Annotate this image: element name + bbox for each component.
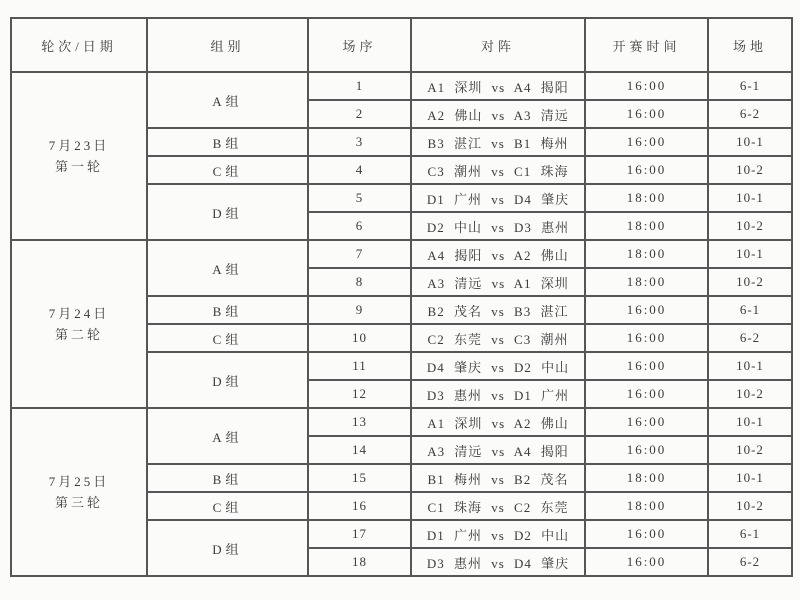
round-date: 7月23日: [48, 137, 110, 153]
match-no-cell: 12: [308, 380, 411, 408]
matchup-cell: C2 东莞 vs C3 潮州: [411, 324, 585, 352]
round-name: 第一轮: [54, 159, 103, 174]
round-name: 第二轮: [54, 327, 103, 342]
matchup-cell: A1 深圳 vs A2 佛山: [411, 408, 585, 436]
matchup-cell: B2 茂名 vs B3 湛江: [411, 296, 585, 324]
time-cell: 18:00: [585, 212, 708, 240]
match-no-cell: 16: [308, 492, 411, 520]
matchup-cell: D3 惠州 vs D1 广州: [411, 380, 585, 408]
group-cell: B组: [147, 464, 308, 492]
time-cell: 16:00: [585, 156, 708, 184]
venue-cell: 6-1: [708, 296, 792, 324]
group-cell: A组: [147, 240, 308, 296]
time-cell: 18:00: [585, 240, 708, 268]
group-cell: B组: [147, 128, 308, 156]
round-date: 7月25日: [48, 473, 110, 489]
venue-cell: 10-2: [708, 212, 792, 240]
time-cell: 16:00: [585, 324, 708, 352]
matchup-cell: B1 梅州 vs B2 茂名: [411, 464, 585, 492]
time-cell: 16:00: [585, 100, 708, 128]
venue-cell: 10-2: [708, 380, 792, 408]
venue-cell: 6-1: [708, 72, 792, 100]
venue-cell: 10-2: [708, 436, 792, 464]
venue-cell: 10-2: [708, 492, 792, 520]
match-no-cell: 13: [308, 408, 411, 436]
matchup-cell: D2 中山 vs D3 惠州: [411, 212, 585, 240]
group-cell: C组: [147, 492, 308, 520]
match-no-cell: 3: [308, 128, 411, 156]
table-row: [11, 408, 792, 436]
header-round-date: 轮次/日期: [11, 18, 147, 72]
header-group: 组别: [147, 18, 308, 72]
match-no-cell: 11: [308, 352, 411, 380]
match-no-cell: 1: [308, 72, 411, 100]
header-start-time: 开赛时间: [585, 18, 708, 72]
matchup-cell: A4 揭阳 vs A2 佛山: [411, 240, 585, 268]
round-date-cell: [11, 408, 147, 576]
round-date-cell: [11, 72, 147, 240]
match-no-cell: 5: [308, 184, 411, 212]
venue-cell: 10-2: [708, 156, 792, 184]
venue-cell: 10-1: [708, 184, 792, 212]
match-no-cell: 18: [308, 548, 411, 576]
time-cell: 16:00: [585, 72, 708, 100]
venue-cell: 6-2: [708, 100, 792, 128]
group-cell: D组: [147, 352, 308, 408]
matchup-cell: C3 潮州 vs C1 珠海: [411, 156, 585, 184]
venue-cell: 6-2: [708, 324, 792, 352]
matchup-cell: A3 清远 vs A4 揭阳: [411, 436, 585, 464]
table-row: [11, 72, 792, 100]
match-no-cell: 7: [308, 240, 411, 268]
time-cell: 16:00: [585, 408, 708, 436]
venue-cell: 6-1: [708, 520, 792, 548]
header-row: [11, 18, 792, 72]
venue-cell: 6-2: [708, 548, 792, 576]
matchup-cell: A2 佛山 vs A3 清远: [411, 100, 585, 128]
group-cell: D组: [147, 184, 308, 240]
venue-cell: 10-1: [708, 352, 792, 380]
venue-cell: 10-2: [708, 268, 792, 296]
group-cell: A组: [147, 408, 308, 464]
matchup-cell: C1 珠海 vs C2 东莞: [411, 492, 585, 520]
match-no-cell: 4: [308, 156, 411, 184]
venue-cell: 10-1: [708, 128, 792, 156]
group-cell: A组: [147, 72, 308, 128]
time-cell: 18:00: [585, 268, 708, 296]
match-no-cell: 17: [308, 520, 411, 548]
time-cell: 18:00: [585, 184, 708, 212]
header-match-no: 场序: [308, 18, 411, 72]
group-cell: C组: [147, 156, 308, 184]
match-no-cell: 6: [308, 212, 411, 240]
venue-cell: 10-1: [708, 464, 792, 492]
header-venue: 场地: [708, 18, 792, 72]
matchup-cell: D1 广州 vs D4 肇庆: [411, 184, 585, 212]
round-date: 7月24日: [48, 305, 110, 321]
matchup-cell: D4 肇庆 vs D2 中山: [411, 352, 585, 380]
round-date-cell: [11, 240, 147, 408]
time-cell: 16:00: [585, 380, 708, 408]
match-schedule-table: [10, 17, 793, 577]
time-cell: 16:00: [585, 352, 708, 380]
header-matchup: 对阵: [411, 18, 585, 72]
match-no-cell: 2: [308, 100, 411, 128]
match-no-cell: 14: [308, 436, 411, 464]
time-cell: 16:00: [585, 128, 708, 156]
matchup-cell: A1 深圳 vs A4 揭阳: [411, 72, 585, 100]
time-cell: 16:00: [585, 548, 708, 576]
time-cell: 16:00: [585, 436, 708, 464]
match-no-cell: 15: [308, 464, 411, 492]
matchup-cell: B3 湛江 vs B1 梅州: [411, 128, 585, 156]
match-no-cell: 8: [308, 268, 411, 296]
table-row: [11, 240, 792, 268]
group-cell: C组: [147, 324, 308, 352]
time-cell: 16:00: [585, 520, 708, 548]
venue-cell: 10-1: [708, 408, 792, 436]
match-no-cell: 10: [308, 324, 411, 352]
time-cell: 16:00: [585, 296, 708, 324]
group-cell: D组: [147, 520, 308, 576]
matchup-cell: D1 广州 vs D2 中山: [411, 520, 585, 548]
matchup-cell: A3 清远 vs A1 深圳: [411, 268, 585, 296]
group-cell: B组: [147, 296, 308, 324]
matchup-cell: D3 惠州 vs D4 肇庆: [411, 548, 585, 576]
time-cell: 18:00: [585, 492, 708, 520]
time-cell: 18:00: [585, 464, 708, 492]
venue-cell: 10-1: [708, 240, 792, 268]
round-name: 第三轮: [54, 495, 103, 510]
match-no-cell: 9: [308, 296, 411, 324]
